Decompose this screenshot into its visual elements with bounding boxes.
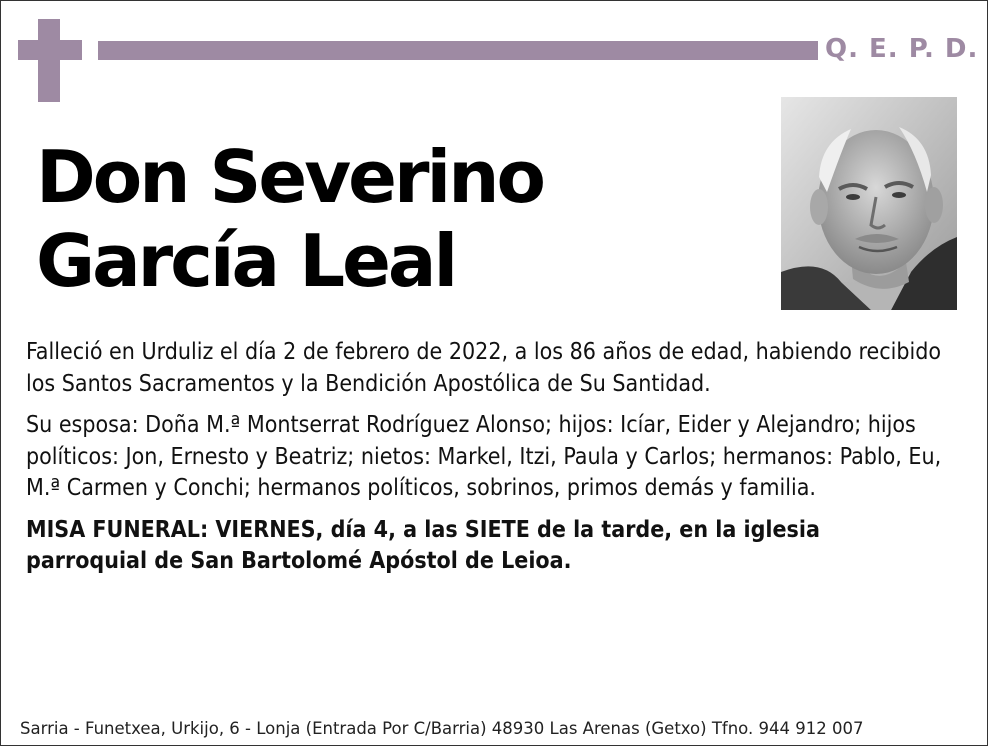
name-line-2: García Leal bbox=[36, 219, 456, 303]
funeral-home-footer: Sarria - Funetxea, Urkijo, 6 - Lonja (Entrada Por C/Barria) 48930 Las Arenas (Getxo) Tfno. 944 912 007 bbox=[20, 719, 864, 738]
header-rule bbox=[98, 41, 818, 60]
deceased-name bbox=[36, 135, 543, 303]
funeral-mass-paragraph: MISA FUNERAL: VIERNES, día 4, a las SIETE de la tarde, en la iglesia parroquial de San Bartolomé Apóstol de Leioa. bbox=[26, 516, 820, 574]
portrait-photo bbox=[781, 97, 957, 310]
qepd-label: Q. E. P. D. bbox=[825, 34, 979, 64]
family-paragraph: Su esposa: Doña M.ª Montserrat Rodríguez Alonso; hijos: Icíar, Eider y Alejandro; hijos políticos: Jon, Ernesto y Beatriz; nietos: Markel, Itzi, Paula y Carlos; hermanos: Pablo, Eu, M.ª Carmen y Conchi; hermanos políticos, sobrinos, primos demás y familia. bbox=[26, 412, 942, 501]
name-line-1: Don Severino bbox=[36, 135, 543, 219]
obituary-text bbox=[26, 337, 946, 588]
death-notice-paragraph: Falleció en Urduliz el día 2 de febrero de 2022, a los 86 años de edad, habiendo recibido los Santos Sacramentos y la Bendición Apostólica de Su Santidad. bbox=[26, 339, 942, 397]
